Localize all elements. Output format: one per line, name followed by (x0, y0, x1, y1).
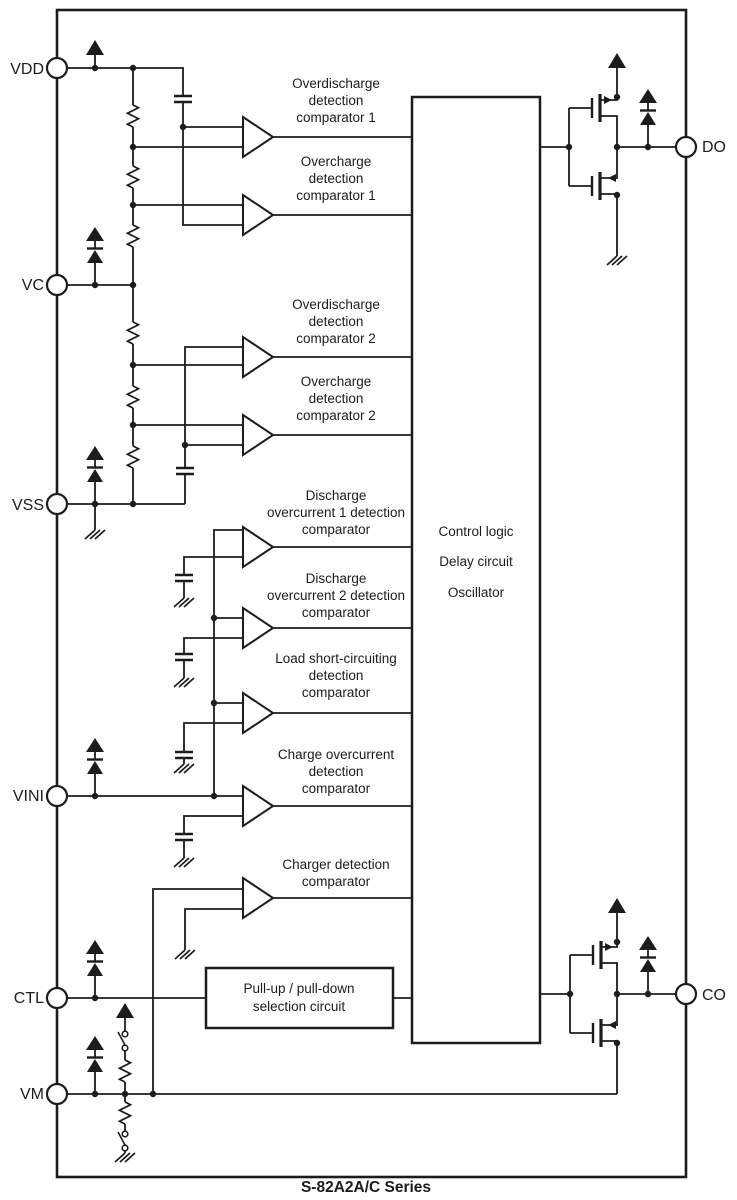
vss-ground-icon (85, 530, 105, 539)
c9-ref-branch (185, 909, 243, 950)
control-block-label: Control logic (438, 524, 514, 539)
pin-label-do: DO (702, 139, 726, 156)
comparator-2-label: Overcharge (300, 154, 372, 169)
comparator-7-label: detection (308, 668, 364, 683)
pin-label-vc: VC (21, 277, 44, 294)
comparator-4-label: comparator 2 (296, 408, 376, 423)
nmos-arrow-icon (608, 1021, 616, 1029)
comparator-discharge-overcurrent-1 (243, 527, 273, 567)
comparator-charger-detection (243, 878, 273, 918)
pullup-block-label: Pull-up / pull-down (243, 981, 355, 996)
pin-label-vss: VSS (11, 497, 44, 514)
control-logic-block (412, 97, 540, 1043)
pin-label-co: CO (702, 987, 726, 1004)
c9-ground-icon (175, 950, 195, 959)
comparator-8-label: comparator (301, 781, 371, 796)
vc-esd-diode-icon (86, 227, 104, 285)
c8-ground-icon (174, 858, 194, 867)
pin-ctl (47, 988, 67, 1008)
co-output-net (601, 926, 676, 1094)
c8-capacitor-icon (175, 834, 193, 840)
comparator-overcharge-2 (243, 415, 273, 455)
do-nmos-ground-icon (607, 256, 627, 265)
comparator-2-label: detection (308, 171, 364, 186)
comparator-charge-overcurrent (243, 786, 273, 826)
comparator-2-label: comparator 1 (296, 188, 376, 203)
comparator-8-label: detection (308, 764, 364, 779)
pin-label-vm: VM (20, 1086, 44, 1103)
vdd-capacitor-icon (174, 96, 192, 102)
comparator-8-label: Charge overcurrent (277, 747, 395, 762)
comparator-3-label: Overdischarge (292, 297, 380, 312)
pin-do (676, 137, 696, 157)
resistor-icon (128, 225, 139, 247)
co-supply-arrow-icon (608, 898, 626, 926)
comparator-9-label: Charger detection (282, 857, 390, 872)
pmos-arrow-icon (605, 943, 613, 951)
vm-pulldown-resistor-icon (120, 1102, 131, 1124)
vm-pullup-switch-icon (118, 1031, 128, 1051)
comparator-5-label: comparator (301, 522, 371, 537)
comparator-6-label: overcurrent 2 detection (266, 588, 406, 603)
co-esd-diode-icon (639, 936, 657, 994)
vdd-supply-arrow-icon (86, 40, 104, 68)
c6-ground-icon (174, 678, 194, 687)
vm-esd-diode-icon (86, 1036, 104, 1094)
resistor-icon (128, 386, 139, 408)
comparator-1-label: Overdischarge (292, 76, 380, 91)
comparator-7-label: comparator (301, 685, 371, 700)
vss-esd-diode-icon (86, 446, 104, 504)
nmos-arrow-icon (608, 174, 616, 182)
comparator-6-label: comparator (301, 605, 371, 620)
comparator-load-short (243, 693, 273, 733)
pmos-arrow-icon (604, 96, 612, 104)
comparator-6-label: Discharge (305, 571, 367, 586)
pin-vc (47, 275, 67, 295)
comparator-3-label: comparator 2 (296, 331, 376, 346)
c7-ground-icon (174, 764, 194, 773)
pullup-block-label: selection circuit (252, 999, 346, 1014)
do-supply-arrow-icon (608, 53, 626, 81)
pin-label-vdd: VDD (10, 61, 44, 78)
comparator-1-label: comparator 1 (296, 110, 376, 125)
pin-label-vini: VINI (12, 788, 44, 805)
comparator-overdischarge-2 (243, 337, 273, 377)
pin-co (676, 984, 696, 1004)
co-gate-net (540, 955, 593, 1033)
c7-capacitor-icon (175, 752, 193, 758)
co-driver (593, 941, 616, 1047)
comparator-3-label: detection (308, 314, 364, 329)
control-block-label: Delay circuit (439, 554, 513, 569)
ladder-tap-wires (133, 147, 243, 425)
c8-filter-branch (184, 816, 243, 858)
resistor-icon (128, 322, 139, 344)
control-block-label: Oscillator (447, 585, 505, 600)
comparator-5-label: overcurrent 1 detection (266, 505, 406, 520)
comparator-4-label: detection (308, 391, 364, 406)
figure-caption: S-82A2A/C Series (300, 1179, 432, 1196)
vini-esd-diode-icon (86, 738, 104, 796)
vss-capacitor-icon (176, 468, 194, 474)
vini-sense-bus (214, 530, 243, 796)
resistor-icon (128, 105, 139, 127)
vm-branch-ground-icon (115, 1153, 135, 1162)
comparator-5-label: Discharge (305, 488, 367, 503)
pin-vm (47, 1084, 67, 1104)
comparator-overcharge-1 (243, 195, 273, 235)
vm-pullup-resistor-icon (120, 1060, 131, 1082)
comparator-1-label: detection (308, 93, 364, 108)
c5-ground-icon (174, 598, 194, 607)
vm-pulldown-switch-icon (118, 1131, 128, 1151)
resistor-icon (128, 166, 139, 188)
c5-capacitor-icon (175, 575, 193, 581)
comparator-9-label: comparator (301, 874, 371, 889)
ctl-esd-diode-icon (86, 940, 104, 998)
pin-vini (47, 786, 67, 806)
pullup-selection-block (206, 968, 393, 1028)
pin-vss (47, 494, 67, 514)
comparator-discharge-overcurrent-2 (243, 608, 273, 648)
vss-net (67, 504, 185, 530)
comparator-overdischarge-1 (243, 117, 273, 157)
comparator-4-label: Overcharge (300, 374, 372, 389)
c6-capacitor-icon (175, 654, 193, 660)
do-driver (592, 94, 616, 200)
comparator-7-label: Load short-circuiting (275, 651, 397, 666)
do-output-net (600, 81, 676, 256)
do-esd-diode-icon (639, 89, 657, 147)
pin-label-ctl: CTL (13, 990, 44, 1007)
vm-branch-supply-arrow-icon (116, 1003, 134, 1031)
resistor-icon (128, 446, 139, 468)
pin-vdd (47, 58, 67, 78)
